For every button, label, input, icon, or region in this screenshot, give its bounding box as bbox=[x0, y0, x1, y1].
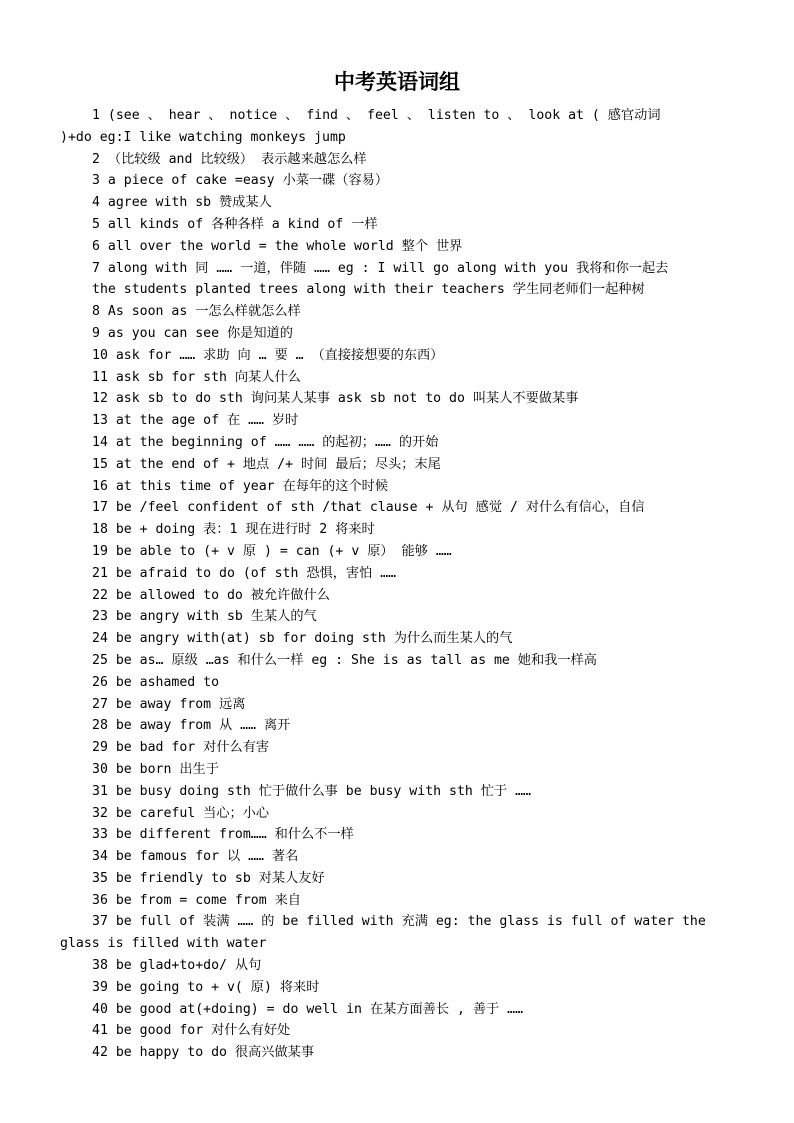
phrase-line: 5 all kinds of 各种各样 a kind of 一样 bbox=[92, 216, 378, 232]
phrase-line: 34 be famous for 以 …… 著名 bbox=[92, 849, 299, 865]
phrase-line: 22 be allowed to do 被允许做什么 bbox=[92, 587, 330, 603]
phrase-line: 21 be afraid to do (of sth 恐惧，害怕 …… bbox=[92, 565, 397, 581]
phrase-line: 15 at the end of + 地点 /+ 时间 最后；尽头；末尾 bbox=[92, 456, 441, 472]
phrase-line: 10 ask for …… 求助 向 … 要 … （直接接想要的东西） bbox=[92, 347, 444, 363]
phrase-line: 19 be able to (+ v 原 ) = can (+ v 原） 能够 …… bbox=[92, 543, 452, 559]
phrase-line: 37 be full of 装满 …… 的 be filled with 充满 eg: the glass is full of water the bbox=[92, 914, 706, 930]
phrase-line: 42 be happy to do 很高兴做某事 bbox=[92, 1045, 315, 1061]
phrase-line: 6 all over the world = the whole world 整个 世界 bbox=[92, 238, 463, 254]
phrase-line: 7 along with 同 …… 一道，伴随 …… eg : I will go along with you 我将和你一起去 bbox=[92, 260, 669, 276]
phrase-line: 28 be away from 从 …… 离开 bbox=[92, 718, 291, 734]
phrase-line: 11 ask sb for sth 向某人什么 bbox=[92, 369, 301, 385]
phrase-line: 31 be busy doing sth 忙于做什么事 be busy with sth 忙于 …… bbox=[92, 783, 531, 799]
phrase-line: 1 (see 、 hear 、 notice 、 find 、 feel 、 listen to 、 look at ( 感官动词 bbox=[92, 108, 661, 123]
phrase-line: 3 a piece of cake =easy 小菜一碟（容易） bbox=[92, 173, 389, 189]
phrase-line: the students planted trees along with their teachers 学生同老师们一起种树 bbox=[92, 282, 645, 298]
phrase-line: 30 be born 出生于 bbox=[92, 761, 219, 777]
phrase-line: 26 be ashamed to bbox=[92, 674, 220, 690]
phrase-line: 27 be away from 远离 bbox=[92, 696, 246, 712]
phrase-line: 17 be /feel confident of sth /that clause + 从句 感觉 / 对什么有信心，自信 bbox=[92, 500, 645, 516]
phrase-line: 2 （比较级 and 比较级） 表示越来越怎么样 bbox=[92, 151, 367, 167]
phrase-line: 40 be good at(+doing) = do well in 在某方面善长 , 善于 …… bbox=[92, 1001, 524, 1017]
phrase-line: 18 be + doing 表：1 现在进行时 2 将来时 bbox=[92, 522, 375, 538]
phrase-line-continuation: glass is filled with water bbox=[60, 936, 267, 952]
phrase-line: 4 agree with sb 赞成某人 bbox=[92, 195, 272, 211]
phrase-line: 8 As soon as 一怎么样就怎么样 bbox=[92, 304, 301, 320]
phrase-line: 14 at the beginning of …… …… 的起初；…… 的开始 bbox=[92, 434, 439, 450]
page-title: 中考英语词组 bbox=[334, 70, 460, 94]
phrase-line: 36 be from = come from 来自 bbox=[92, 892, 301, 908]
phrase-line: 41 be good for 对什么有好处 bbox=[92, 1023, 291, 1039]
phrase-line: 35 be friendly to sb 对某人友好 bbox=[92, 870, 325, 886]
phrase-line: 25 be as… 原级 …as 和什么一样 eg : She is as tall as me 她和我一样高 bbox=[92, 652, 597, 668]
phrase-line: 38 be glad+to+do/ 从句 bbox=[92, 958, 262, 974]
phrase-line-continuation: )+do eg:I like watching monkeys jump bbox=[60, 129, 346, 145]
phrase-line: 16 at this time of year 在每年的这个时候 bbox=[92, 478, 389, 494]
phrase-list bbox=[60, 105, 736, 1064]
phrase-line: 24 be angry with(at) sb for doing sth 为什么而生某人的气 bbox=[92, 631, 513, 647]
phrase-line: 23 be angry with sb 生某人的气 bbox=[92, 609, 317, 625]
phrase-line: 32 be careful 当心；小心 bbox=[92, 805, 270, 821]
phrase-line: 12 ask sb to do sth 询问某人某事 ask sb not to do 叫某人不要做某事 bbox=[92, 391, 579, 407]
phrase-line: 39 be going to + v( 原) 将来时 bbox=[92, 979, 320, 995]
phrase-line: 13 at the age of 在 …… 岁时 bbox=[92, 413, 299, 429]
phrase-line: 9 as you can see 你是知道的 bbox=[92, 325, 293, 341]
phrase-line: 29 be bad for 对什么有害 bbox=[92, 740, 270, 756]
phrase-line: 33 be different from…… 和什么不一样 bbox=[92, 827, 354, 843]
